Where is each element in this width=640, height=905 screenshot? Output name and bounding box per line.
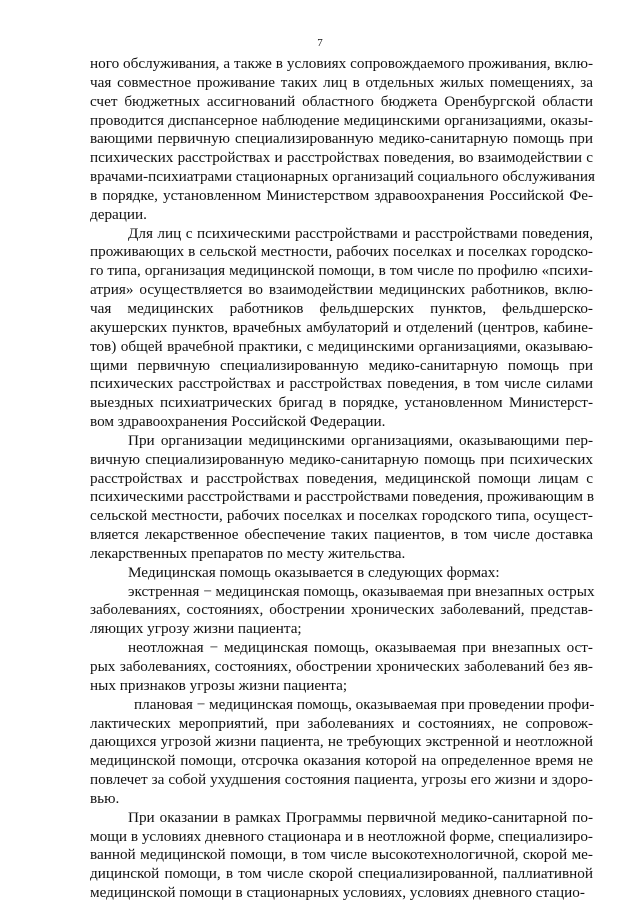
document-body xyxy=(90,55,596,903)
text-line: сельской местности, рабочих поселках и поселках городского типа, осущест- xyxy=(90,507,593,525)
text-line: вом здравоохранения Российской Федерации. xyxy=(90,413,386,431)
text-line: При оказании в рамках Программы первичной медико-санитарной по- xyxy=(128,808,593,826)
text-line: вью. xyxy=(90,789,120,807)
text-line: мощи в условиях дневного стационара и в неотложной форме, специализиро- xyxy=(90,827,593,845)
text-line: ванной медицинской помощи, в том числе высокотехнологичной, скорой ме- xyxy=(90,846,593,864)
text-line: неотложная − медицинская помощь, оказываемая при внезапных ост- xyxy=(128,639,593,657)
text-line: психических расстройствах и расстройствах поведения, во взаимодействии с xyxy=(90,149,593,167)
text-line: При организации медицинскими организациями, оказывающими пер- xyxy=(128,431,593,449)
text-line: проводится диспансерное наблюдение медицинскими организациями, оказы- xyxy=(90,111,593,129)
text-line: в порядке, установленном Министерством здравоохранения Российской Фе- xyxy=(90,186,593,204)
text-line: дицинской помощи, в том числе скорой специализированной, паллиативной xyxy=(90,865,593,883)
text-line: вляется лекарственное обеспечение таких пациентов, в том числе доставка xyxy=(90,526,593,544)
text-line: медицинской помощи, отсрочка оказания которой на определенное время не xyxy=(90,752,593,770)
paragraph xyxy=(90,55,596,225)
text-line: Для лиц с психическими расстройствами и расстройствами поведения, xyxy=(128,224,593,242)
paragraph xyxy=(90,564,593,583)
text-line: повлечет за собой ухудшения состояния пациента, угрозы его жизни и здоро- xyxy=(90,771,593,789)
paragraph xyxy=(90,432,593,564)
text-line: ного обслуживания, а также в условиях сопровождаемого проживания, вклю- xyxy=(90,55,593,72)
text-line: Медицинская помощь оказывается в следующих формах: xyxy=(128,563,500,581)
text-line: счет бюджетных ассигнований областного бюджета Оренбургской области xyxy=(90,92,593,110)
text-line: вичную специализированную медико-санитарную помощь при психических xyxy=(90,450,593,468)
text-line: медицинской помощи в стационарных условиях, условиях дневного стацио- xyxy=(90,884,585,902)
text-line: лактических мероприятий, при заболеваниях и состояниях, не сопровож- xyxy=(90,714,593,732)
text-line: проживающих в сельской местности, рабочих поселках и поселках городско- xyxy=(90,243,593,261)
paragraph xyxy=(90,639,593,696)
text-line: акушерских пунктов, врачебных амбулаторий и отделений (центров, кабине- xyxy=(90,318,593,336)
text-line: вающими первичную специализированную медико-санитарную помощь при xyxy=(90,130,593,148)
text-line: лекарственных препаратов по месту жительства. xyxy=(90,544,406,562)
text-line: чая совместное проживание таких лиц в отдельных жилых помещениях, за xyxy=(90,73,593,91)
text-line: рых заболеваниях, состояниях, обострении хронических заболеваний без яв- xyxy=(90,658,593,675)
text-line: врачами-психиатрами стационарных организаций социального обслуживания xyxy=(90,168,596,186)
text-line: атрия» осуществляется во взаимодействии медицинских работников, вклю- xyxy=(90,281,593,299)
paragraph xyxy=(90,809,593,903)
text-line: го типа, организация медицинской помощи, в том числе по профилю «психи- xyxy=(90,262,593,280)
text-line: тов) общей врачебной практики, с медицинскими организациями, оказываю- xyxy=(90,337,593,355)
text-line: ных признаков угрозы жизни пациента; xyxy=(90,676,348,694)
text-line: плановая − медицинская помощь, оказываемая при проведении профи- xyxy=(134,695,595,713)
text-line: дающихся угрозой жизни пациента, не требующих экстренной и неотложной xyxy=(90,733,593,751)
text-line: психическими расстройствами и расстройствами поведения, проживающим в xyxy=(90,488,595,506)
text-line: ляющих угрозу жизни пациента; xyxy=(90,620,302,638)
text-line: экстренная − медицинская помощь, оказываемая при внезапных острых xyxy=(128,582,595,600)
paragraph xyxy=(90,583,593,640)
page-number: 7 xyxy=(317,37,323,49)
paragraph xyxy=(90,225,593,432)
text-line: дерации. xyxy=(90,205,147,223)
text-line: заболеваниях, состояниях, обострении хронических заболеваний, представ- xyxy=(90,601,593,619)
text-line: расстройствах и расстройствах поведения, медицинской помощи лицам с xyxy=(90,469,593,487)
text-line: щими первичную специализированную медико-санитарную помощь при xyxy=(90,356,593,374)
text-line: психических расстройствах и расстройствах поведения, в том числе силами xyxy=(90,375,593,393)
text-line: выездных психиатрических бригад в порядке, установленном Министерст- xyxy=(90,394,593,412)
paragraph xyxy=(90,696,593,809)
text-line: чая медицинских работников фельдшерских пунктов, фельдшерско- xyxy=(90,299,593,317)
